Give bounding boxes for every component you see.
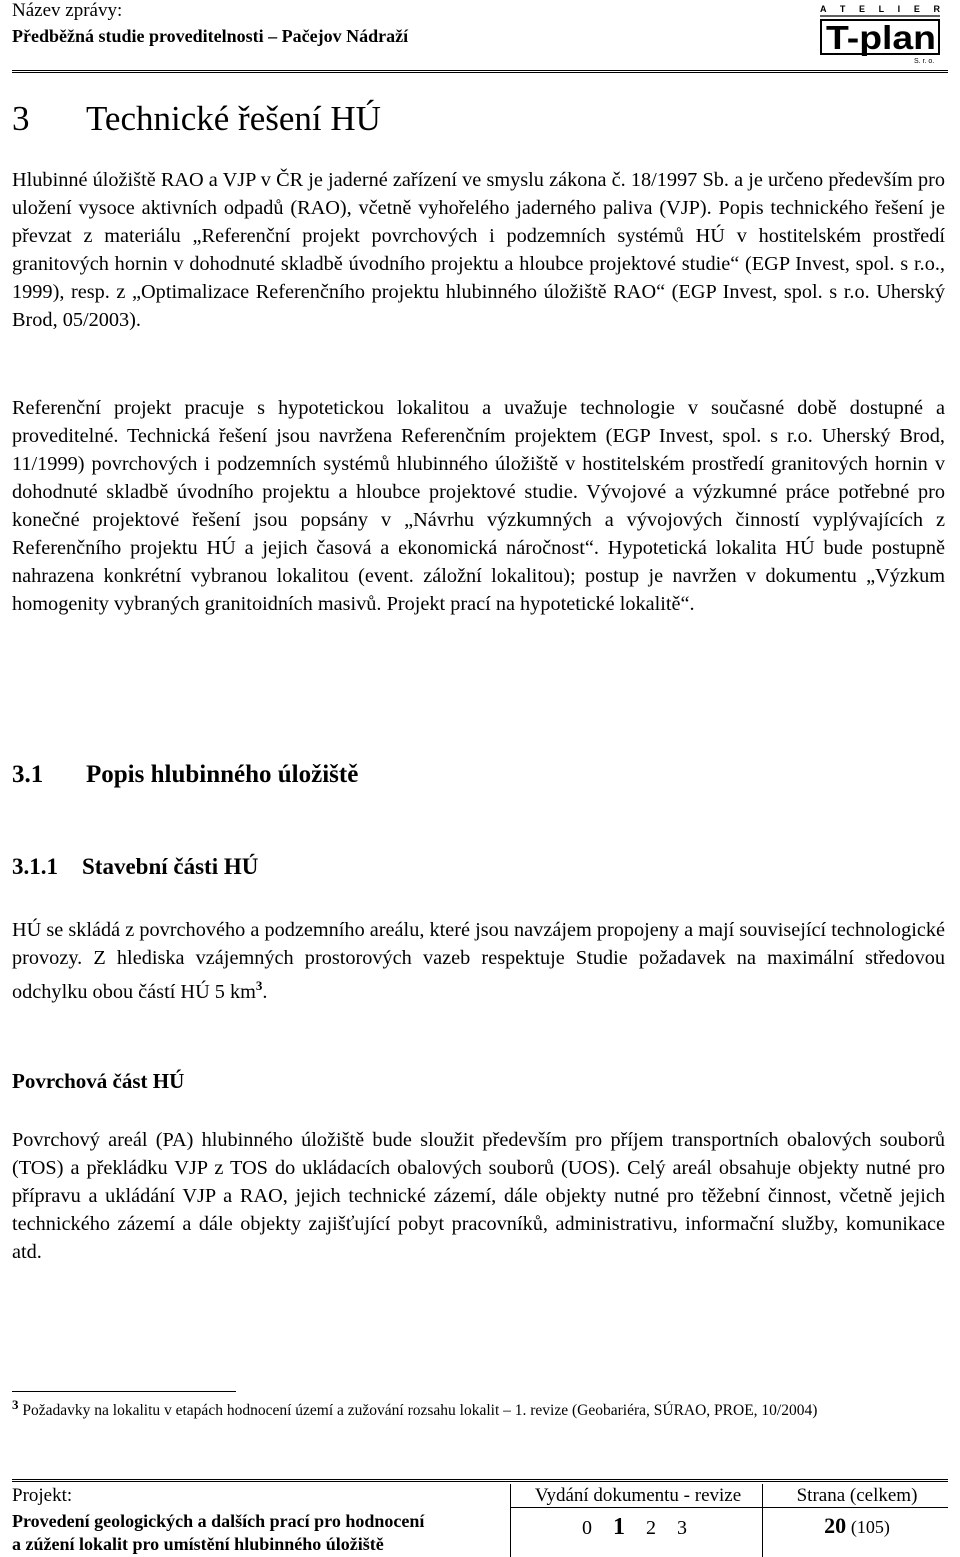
paragraph-surface-area: Povrchový areál (PA) hlubinného úložiště bude sloužit především pro příjem transportních obalových souborů (TOS) a překládku VJP z TOS do ukládacích obalových souborů (UOS). Celý areál obsahuje objekty nutné pro přípravu a ukládání VJP a RAO, jejich technické zázemí, dále objekty nutné pro těžební činnost, včetně jejich technického zázemí a dále objekty zajišťující pobyt pracovníků, administrativu, informační služby, komunikace atd.: [12, 1129, 945, 1263]
paragraph-hu-parts-end: .: [262, 980, 268, 1003]
surface-part-heading: Povrchová část HÚ: [12, 1069, 185, 1093]
footnote-reference[interactable]: 3: [255, 978, 263, 993]
logo-main-text: T-plan: [826, 19, 936, 56]
paragraph-reference-project: Referenční projekt pracuje s hypotetickou lokalitou a uvažuje technologie v současné době dostupné a proveditelné. Technická řešení jsou navržena Referenčním projektem (EGP Invest, spol. s r.o. Uherský Brod, 11/1999) povrchových i podzemních systémů hlubinného úložiště v hostitelském prostředí granitových hornin v dohodnuté skladbě úvodního projektu a hloubce projektové studie. Vývojové a výzkumné práce potřebné pro konečné projektové řešení jsou popsány v „Návrhu výzkumných a vývojových činností vyplývajících z Referenčního projektu HÚ a jejich časová a ekonomická náročnost“. Hypotetická lokalita HÚ bude postupně nahrazena konkrétní vybranou lokalitou (event. záložní lokalitou); postup je navržen v dokumentu „Výzkum homogenity vybraných granitoidních masivů. Projekt prací na hypotetické lokalitě“.: [12, 397, 945, 615]
subsection-title: Popis hlubinného úložiště: [86, 761, 359, 788]
subsubsection-number: 3.1.1: [12, 854, 58, 879]
footer-revision-3: 3: [677, 1517, 687, 1539]
footer-page-total: (105): [850, 1517, 890, 1537]
subsection-number: 3.1: [12, 761, 44, 788]
footnote: [12, 1398, 945, 1424]
subsubsection-title: Stavební části HÚ: [82, 854, 259, 879]
logo-top-text: A T E L I E R: [820, 4, 940, 14]
header-divider: [12, 70, 948, 73]
footer-page-number: [766, 1515, 948, 1539]
header-label: Název zprávy:: [12, 0, 123, 21]
footer-project-label: Projekt:: [12, 1485, 73, 1506]
paragraph-hu-parts-text: HÚ se skládá z povrchového a podzemního areálu, které jsou navzájem propojeny a mají související technologické provozy. Z hlediska vzájemných prostorových vazeb respektuje Studie požadavek na maximální středovou odchylku obou částí HÚ 5 km: [12, 919, 945, 1003]
footer-project-line2: a zúžení lokalit pro umístění hlubinného úložiště: [12, 1534, 384, 1554]
report-title: Předběžná studie proveditelnosti – Pačejov Nádraží: [12, 26, 409, 46]
tplan-logo: [818, 3, 942, 65]
footnote-mark: 3: [12, 1396, 19, 1412]
footer-page-label: Strana (celkem): [796, 1485, 918, 1506]
footer-divider: [12, 1479, 948, 1482]
footer-row-divider: [510, 1507, 948, 1508]
section-number: 3: [12, 99, 30, 138]
footer-revision-0: 0: [582, 1517, 592, 1539]
footer-page-current: 20: [824, 1513, 847, 1538]
footnote-text: Požadavky na lokalitu v etapách hodnocení území a zužování rozsahu lokalit – 1. revize (Geobariéra, SÚRAO, PROE, 10/2004): [22, 1402, 818, 1419]
paragraph-intro: Hlubinné úložiště RAO a VJP v ČR je jaderné zařízení ve smyslu zákona č. 18/1997 Sb. a je určeno především pro uložení vysoce aktivních odpadů (RAO), včetně vyhořelého jaderného paliva (VJP). Popis technického řešení je převzat z materiálu „Referenční projekt povrchových i podzemních systémů HÚ v hostitelském prostředí granitových hornin v dohodnuté skladbě úvodního projektu a hloubce projektové studie“ (EGP Invest, spol. s r.o., 1999), resp. z „Optimalizace Referenčního projektu hlubinného úložiště RAO“ (EGP Invest, spol. s r.o. Uherský Brod, 05/2003).: [12, 169, 945, 331]
section-title: Technické řešení HÚ: [86, 99, 381, 138]
footnote-divider: [12, 1391, 236, 1392]
paragraph-hu-parts: [12, 916, 945, 1006]
footer-project-line1: Provedení geologických a dalších prací pro hodnocení: [12, 1511, 425, 1531]
subsubsection-heading: [12, 852, 258, 882]
footer-col-divider-2: [762, 1484, 763, 1557]
footer-col-divider-1: [510, 1484, 511, 1557]
subsection-heading: [12, 758, 358, 792]
section-heading: [12, 98, 381, 140]
logo-sub-text: S. r. o.: [914, 58, 935, 65]
footer-revision-label: Vydání dokumentu - revize: [534, 1485, 742, 1506]
footer-revision-1-current: 1: [613, 1514, 625, 1540]
footer-revision-2: 2: [646, 1517, 656, 1539]
